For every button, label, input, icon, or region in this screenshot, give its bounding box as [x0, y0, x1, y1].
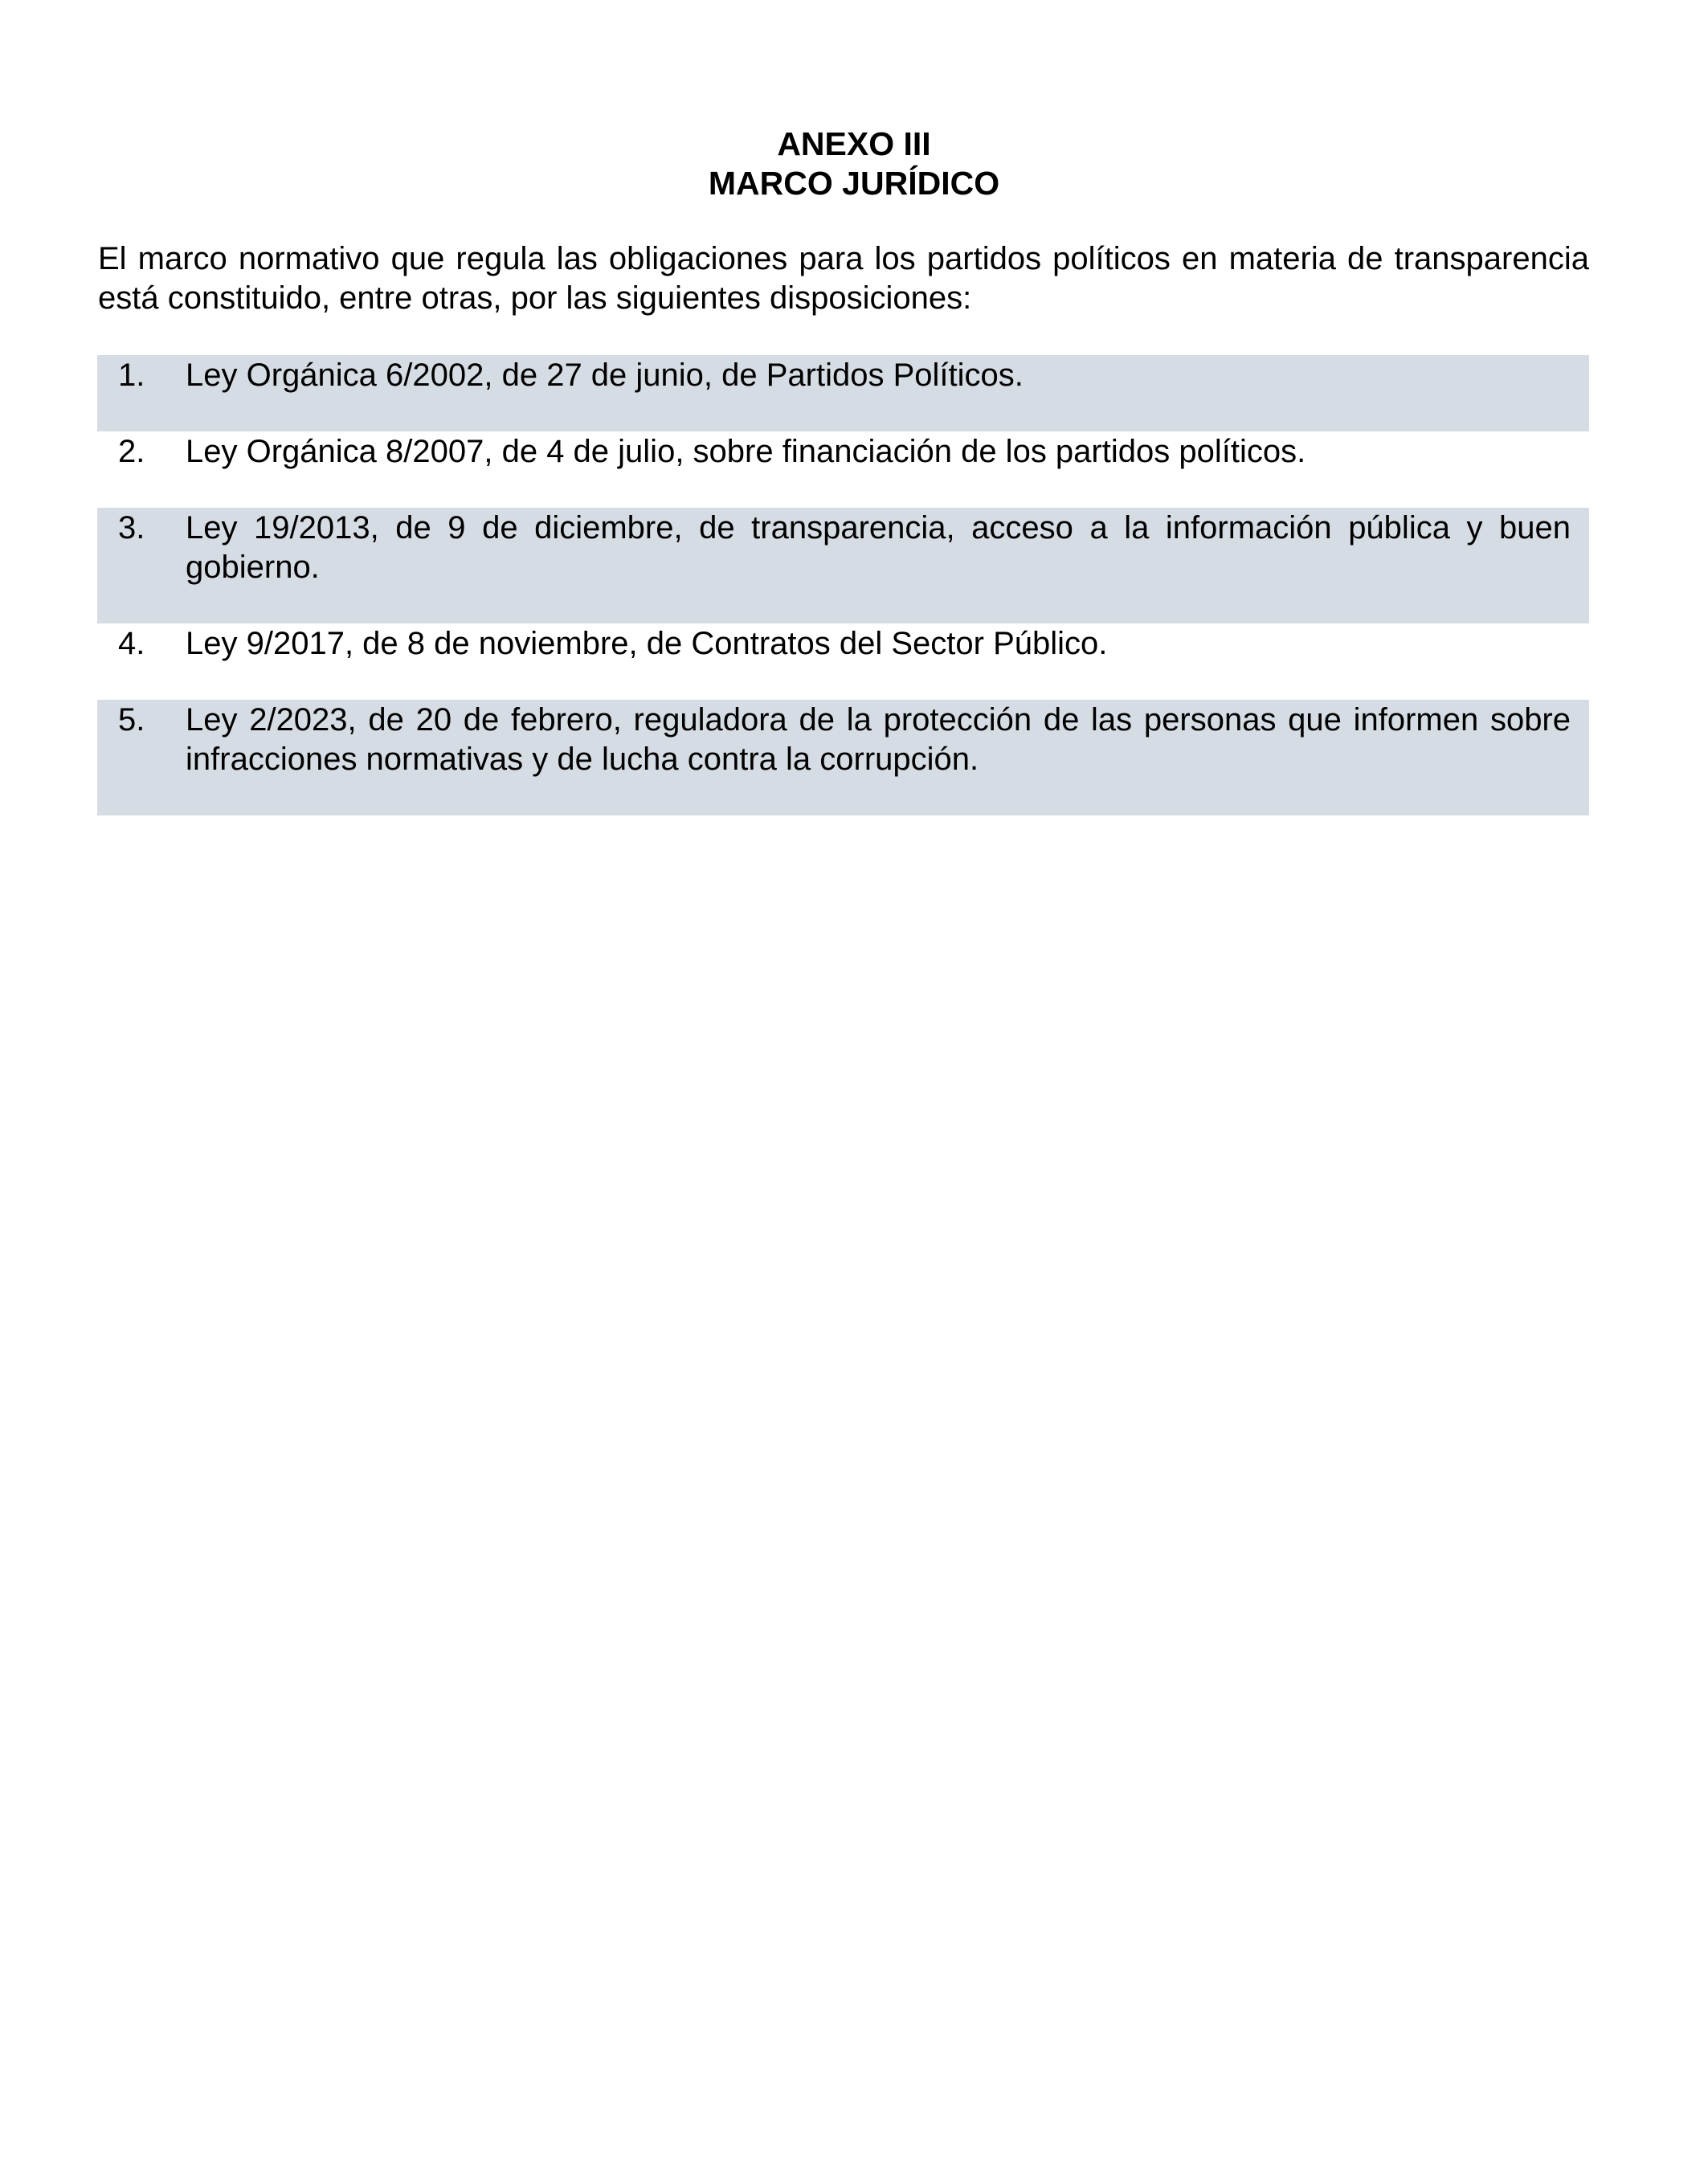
section-title: MARCO JURÍDICO	[708, 165, 1000, 202]
legal-framework-list	[97, 355, 1589, 815]
list-item-number: 4.	[118, 626, 145, 661]
list-item	[97, 700, 1589, 815]
list-item	[97, 623, 1589, 700]
list-item-number: 3.	[118, 510, 145, 546]
list-item-number: 5.	[118, 702, 145, 738]
list-item-text: Ley 2/2023, de 20 de febrero, reguladora de la protección de las personas que informen sobre infracciones normativas y de lucha contra la corrupción.	[186, 702, 1571, 777]
list-item	[97, 431, 1589, 508]
list-item-number: 2.	[118, 434, 145, 469]
list-item-number: 1.	[118, 358, 145, 393]
list-item-text: Ley 9/2017, de 8 de noviembre, de Contratos del Sector Público.	[186, 626, 1108, 661]
list-item-text: Ley 19/2013, de 9 de diciembre, de transparencia, acceso a la información pública y buen gobierno.	[186, 510, 1571, 585]
list-item	[97, 355, 1589, 431]
intro-paragraph: El marco normativo que regula las obligaciones para los partidos políticos en materia de transparencia está constituido, entre otras, por las siguientes disposiciones:	[98, 241, 1589, 316]
list-item	[97, 508, 1589, 623]
list-item-text: Ley Orgánica 6/2002, de 27 de junio, de Partidos Políticos.	[186, 358, 1024, 393]
annex-title: ANEXO III	[777, 125, 931, 162]
list-item-text: Ley Orgánica 8/2007, de 4 de julio, sobre financiación de los partidos políticos.	[186, 434, 1306, 469]
